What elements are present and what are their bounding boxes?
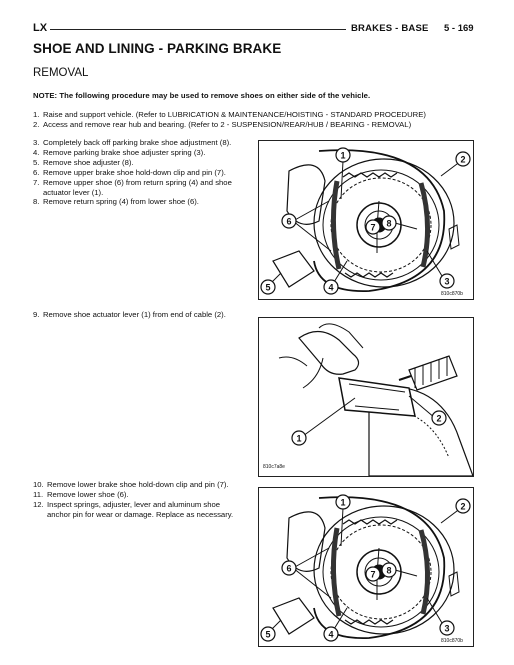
figure-code: 810c870b xyxy=(441,291,463,297)
svg-text:6: 6 xyxy=(286,563,292,574)
callout-5 xyxy=(261,627,275,641)
parking-brake-assembly-figure xyxy=(258,140,474,300)
step-item: 5. Remove shoe adjuster (8). xyxy=(33,157,134,167)
svg-text:2: 2 xyxy=(460,154,466,165)
svg-text:2: 2 xyxy=(460,501,466,512)
svg-text:2: 2 xyxy=(436,413,442,424)
page-title: SHOE AND LINING - PARKING BRAKE xyxy=(33,41,282,56)
callout-1 xyxy=(292,431,306,445)
callout-8 xyxy=(382,563,396,577)
svg-text:8: 8 xyxy=(386,218,392,229)
step-item: 7. Remove upper shoe (6) from return spring (4) and shoe actuator lever (1). xyxy=(33,177,232,197)
svg-text:6: 6 xyxy=(286,216,292,227)
svg-text:7: 7 xyxy=(370,222,376,233)
callout-4 xyxy=(324,280,338,294)
figure-code: 810c7a8e xyxy=(263,464,285,470)
steps-group-c xyxy=(33,310,243,320)
callout-2 xyxy=(456,152,470,166)
step-item: 12. Inspect springs, adjuster, lever and aluminum shoe anchor pin for wear or damage. Replace as necessary. xyxy=(33,499,234,519)
procedure-note: NOTE: The following procedure may be used to remove shoes on either side of the vehicle. xyxy=(33,91,371,100)
step-item: 2. Access and remove rear hub and bearing. (Refer to 2 - SUSPENSION/REAR/HUB / BEARING - REMOVAL) xyxy=(33,119,412,129)
svg-text:5: 5 xyxy=(265,629,271,640)
callout-3 xyxy=(440,621,454,635)
steps-group-b xyxy=(33,138,243,207)
svg-text:5: 5 xyxy=(265,282,271,293)
step-item: 10. Remove lower brake shoe hold-down clip and pin (7). xyxy=(33,480,229,489)
callout-3 xyxy=(440,274,454,288)
svg-text:4: 4 xyxy=(328,629,334,640)
steps-group-a xyxy=(33,110,473,130)
callout-7 xyxy=(366,567,380,581)
svg-text:1: 1 xyxy=(296,433,302,444)
callout-6 xyxy=(282,214,296,228)
callout-8 xyxy=(382,216,396,230)
callout-2 xyxy=(456,499,470,513)
step-item: 8. Remove return spring (4) from lower shoe (6). xyxy=(33,197,199,207)
step-item: 9. Remove shoe actuator lever (1) from end of cable (2). xyxy=(33,310,226,319)
callout-7 xyxy=(366,220,380,234)
callout-6 xyxy=(282,561,296,575)
svg-text:1: 1 xyxy=(340,150,346,161)
svg-text:3: 3 xyxy=(444,276,450,287)
page-number: 5 - 169 xyxy=(444,23,474,34)
figure-code: 810c870b xyxy=(441,638,463,644)
svg-text:4: 4 xyxy=(328,282,334,293)
running-header-vehicle: LX xyxy=(33,22,48,34)
svg-text:8: 8 xyxy=(386,565,392,576)
parking-brake-assembly-figure-2 xyxy=(258,487,474,647)
callout-1 xyxy=(336,148,350,162)
header-rule xyxy=(50,29,346,30)
step-item: 3. Completely back off parking brake shoe adjustment (8). xyxy=(33,138,232,147)
callout-1 xyxy=(336,495,350,509)
svg-text:7: 7 xyxy=(370,569,376,580)
callout-2 xyxy=(432,411,446,425)
callout-4 xyxy=(324,627,338,641)
actuator-lever-figure xyxy=(258,317,474,477)
step-item: 11. Remove lower shoe (6). xyxy=(33,489,129,499)
svg-text:3: 3 xyxy=(444,623,450,634)
step-item: 1. Raise and support vehicle. (Refer to LUBRICATION & MAINTENANCE/HOISTING - STANDARD PROCEDURE) xyxy=(33,110,426,119)
svg-text:1: 1 xyxy=(340,497,346,508)
step-item: 6. Remove upper brake shoe hold-down clip and pin (7). xyxy=(33,167,226,177)
step-item: 4. Remove parking brake shoe adjuster spring (3). xyxy=(33,147,206,157)
steps-group-d xyxy=(33,480,243,520)
section-subtitle: REMOVAL xyxy=(33,67,89,79)
running-header-section: BRAKES - BASE xyxy=(351,23,429,34)
callout-5 xyxy=(261,280,275,294)
